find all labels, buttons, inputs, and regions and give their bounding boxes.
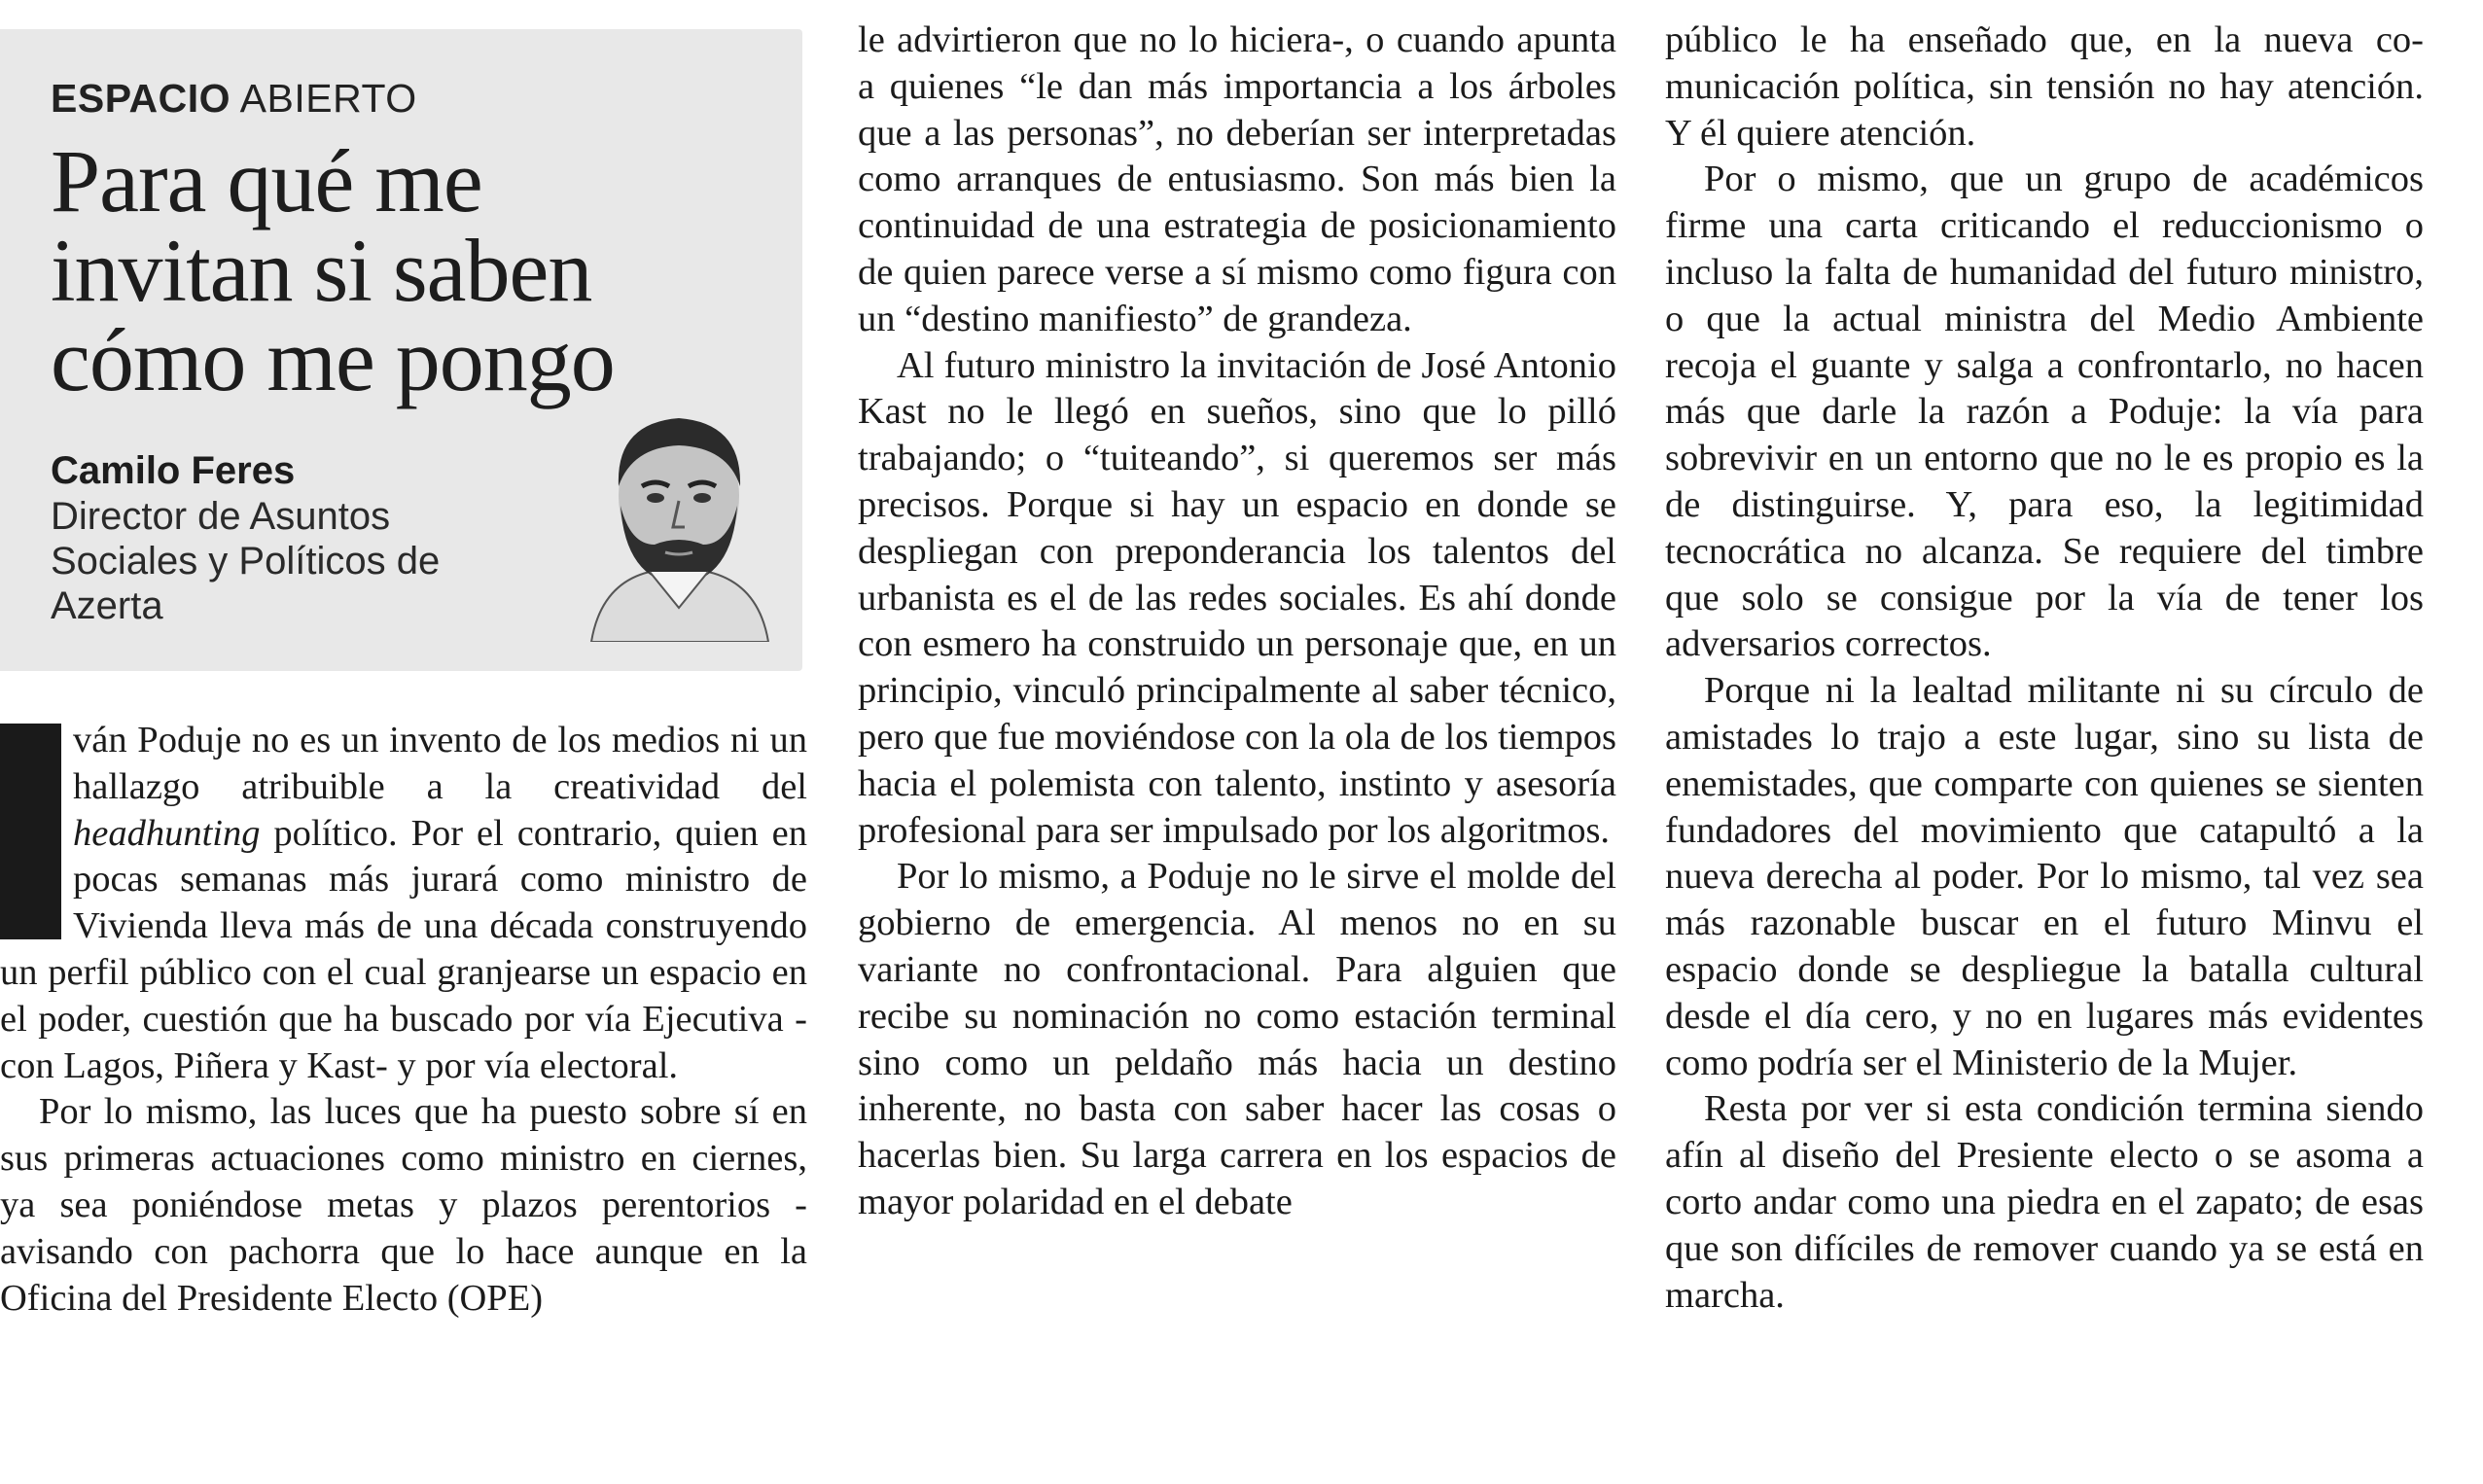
headline-line: Para qué me bbox=[51, 131, 482, 230]
author-name: Camilo Feres bbox=[51, 449, 296, 492]
author-role-line: Azerta bbox=[51, 584, 163, 627]
headline-line: invitan si saben bbox=[51, 221, 592, 320]
article-paragraph: Por lo mismo, a Poduje no le sirve el molde del gobierno de emergencia. Al menos no en su variante no confrontacional. Para alguien que recibe su nominación no como estación terminal sino como un peldaño más hacia un destino inherente, no basta con saber hacer las cosas o hacerlas bien. Su larga carrera en los espacios de mayor polaridad en el debate bbox=[858, 856, 1616, 1222]
headline bbox=[51, 131, 751, 409]
article-paragraph: Resta por ver si esta condición termina siendo afín al diseño del Presiente electo o se asoma a corto andar como una piedra en el zapato; de esas que son difíciles de remover cuando ya se está en marcha. bbox=[1665, 1088, 2424, 1316]
article-paragraph: Porque ni la lealtad militante ni su círculo de amistades lo trajo a este lugar, sino su lista de enemistades, que comparte con quienes se sienten fundadores del movimiento que catapultó a la nueva derecha al poder. Por lo mismo, tal vez sea más razonable buscar en el futuro Minvu el espacio donde se despliegue la batalla cultural desde el día cero, y no en lugares más evidentes como podría ser el Ministerio de la Mujer. bbox=[1665, 670, 2424, 1083]
author-role bbox=[51, 494, 595, 628]
article-paragraph: público le ha enseñado que, en la nueva comunicación política, sin tensión no hay atención. Y él quiere atención. bbox=[1665, 19, 2424, 154]
headline-line: cómo me pongo bbox=[51, 310, 615, 409]
author-role-line: Director de Asuntos bbox=[51, 495, 391, 538]
article-column-2 bbox=[858, 18, 1616, 1226]
drop-cap-block bbox=[0, 724, 61, 939]
emphasis-headhunting: headhunting bbox=[73, 812, 261, 854]
section-label-light: ABIERTO bbox=[239, 76, 417, 121]
section-label bbox=[51, 76, 417, 122]
article-paragraph: Al futuro ministro la invitación de José Antonio Kast no le llegó en sueños, sino que lo pilló trabajando; o “tuiteando”, si queremos ser más precisos. Porque si hay un espacio en donde se despliegan con preponderancia los talentos del urbanista es el de las redes sociales. Es ahí donde con esmero ha construido un personaje que, en un principio, vinculó principalmente al saber técnico, pero que fue moviéndose con la ola de los tiempos hacia el polemista con talento, instinto y asesoría profesional para ser impulsado por los algoritmos. bbox=[858, 344, 1616, 851]
article-paragraph: le advirtieron que no lo hiciera-, o cuando apunta a quienes “le dan más importancia a los árboles que a las personas”, no deberían ser interpretadas como arranques de entusiasmo. Son más bien la continuidad de una estrategia de posicionamiento de quien parece verse a sí mismo como figura con un “destino manifiesto” de grandeza. bbox=[858, 19, 1616, 339]
article-paragraph: ván Poduje no es un invento de los medios ni un hallazgo atribuible a la creatividad del headhunting político. Por el contrario, quien en pocas semanas más jurará como ministro de Vivienda lleva más de una década construyendo un perfil público con el cual granjearse un espacio en el poder, cuestión que ha buscado por vía Ejecutiva -con Lagos, Piñera y Kast- y por vía electoral. bbox=[0, 720, 807, 1086]
author-role-line: Sociales y Políticos de bbox=[51, 540, 441, 583]
article-column-3 bbox=[1665, 18, 2424, 1319]
section-label-bold: ESPACIO bbox=[51, 76, 231, 121]
article-paragraph: Por lo mismo, las luces que ha puesto sobre sí en sus primeras actuaciones como ministro en ciernes, ya sea poniéndose metas y plazos perentorios -avisando con pachorra que lo hace aunque en la Oficina del Presidente Electo (OPE) bbox=[0, 1091, 807, 1319]
article-paragraph: Por o mismo, que un grupo de académicos firme una carta criticando el reduccionismo o incluso la falta de humanidad del futuro ministro, o que la actual ministra del Medio Ambiente recoja el guante y salga a confrontarlo, no hacen más que darle la razón a Poduje: la vía para sobrevivir en un entorno que no le es propio es la de distinguirse. Y, para eso, la legitimidad tecnocrática no alcanza. Se requiere del timbre que solo se consigue por la vía de tener los adversarios correctos. bbox=[1665, 159, 2424, 665]
author-portrait-icon bbox=[582, 399, 776, 642]
article-column-1 bbox=[0, 718, 807, 1322]
